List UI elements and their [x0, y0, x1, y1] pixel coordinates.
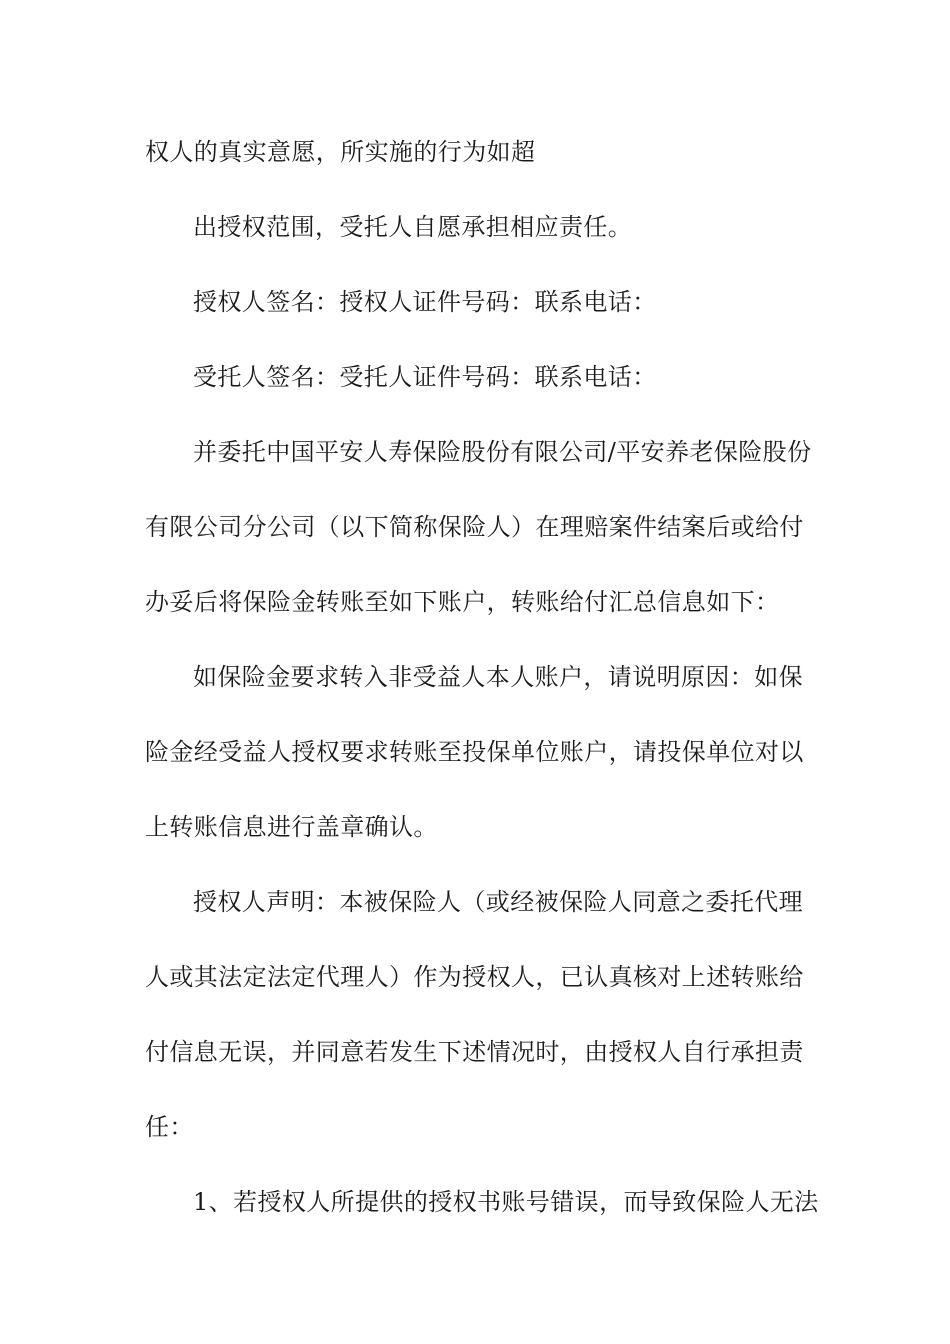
paragraph-line: 人或其法定法定代理人）作为授权人，已认真核对上述转账给 — [145, 963, 804, 991]
paragraph-line: 上转账信息进行盖章确认。 — [145, 813, 438, 841]
paragraph-line: 付信息无误，并同意若发生下述情况时，由授权人自行承担责 — [145, 1038, 804, 1066]
paragraph-line: 如保险金要求转入非受益人本人账户，请说明原因：如保 — [193, 663, 803, 691]
paragraph-line: 授权人声明：本被保险人（或经被保险人同意之委托代理 — [193, 888, 803, 916]
paragraph-line: 权人的真实意愿，所实施的行为如超 — [145, 138, 536, 166]
list-item-1: 1、若授权人所提供的授权书账号错误，而导致保险人无法 — [193, 1188, 819, 1216]
paragraph-line: 办妥后将保险金转账至如下账户，转账给付汇总信息如下： — [145, 588, 780, 616]
paragraph-line: 险金经受益人授权要求转账至投保单位账户，请投保单位对以 — [145, 738, 804, 766]
signature-line-authorizer: 授权人签名：授权人证件号码：联系电话： — [193, 288, 657, 316]
paragraph-line: 出授权范围，受托人自愿承担相应责任。 — [193, 213, 633, 241]
paragraph-line: 有限公司分公司（以下简称保险人）在理赔案件结案后或给付 — [145, 513, 804, 541]
signature-line-trustee: 受托人签名：受托人证件号码：联系电话： — [193, 363, 657, 391]
paragraph-line: 任： — [145, 1113, 194, 1141]
paragraph-line: 并委托中国平安人寿保险股份有限公司/平安养老保险股份 — [193, 438, 812, 466]
